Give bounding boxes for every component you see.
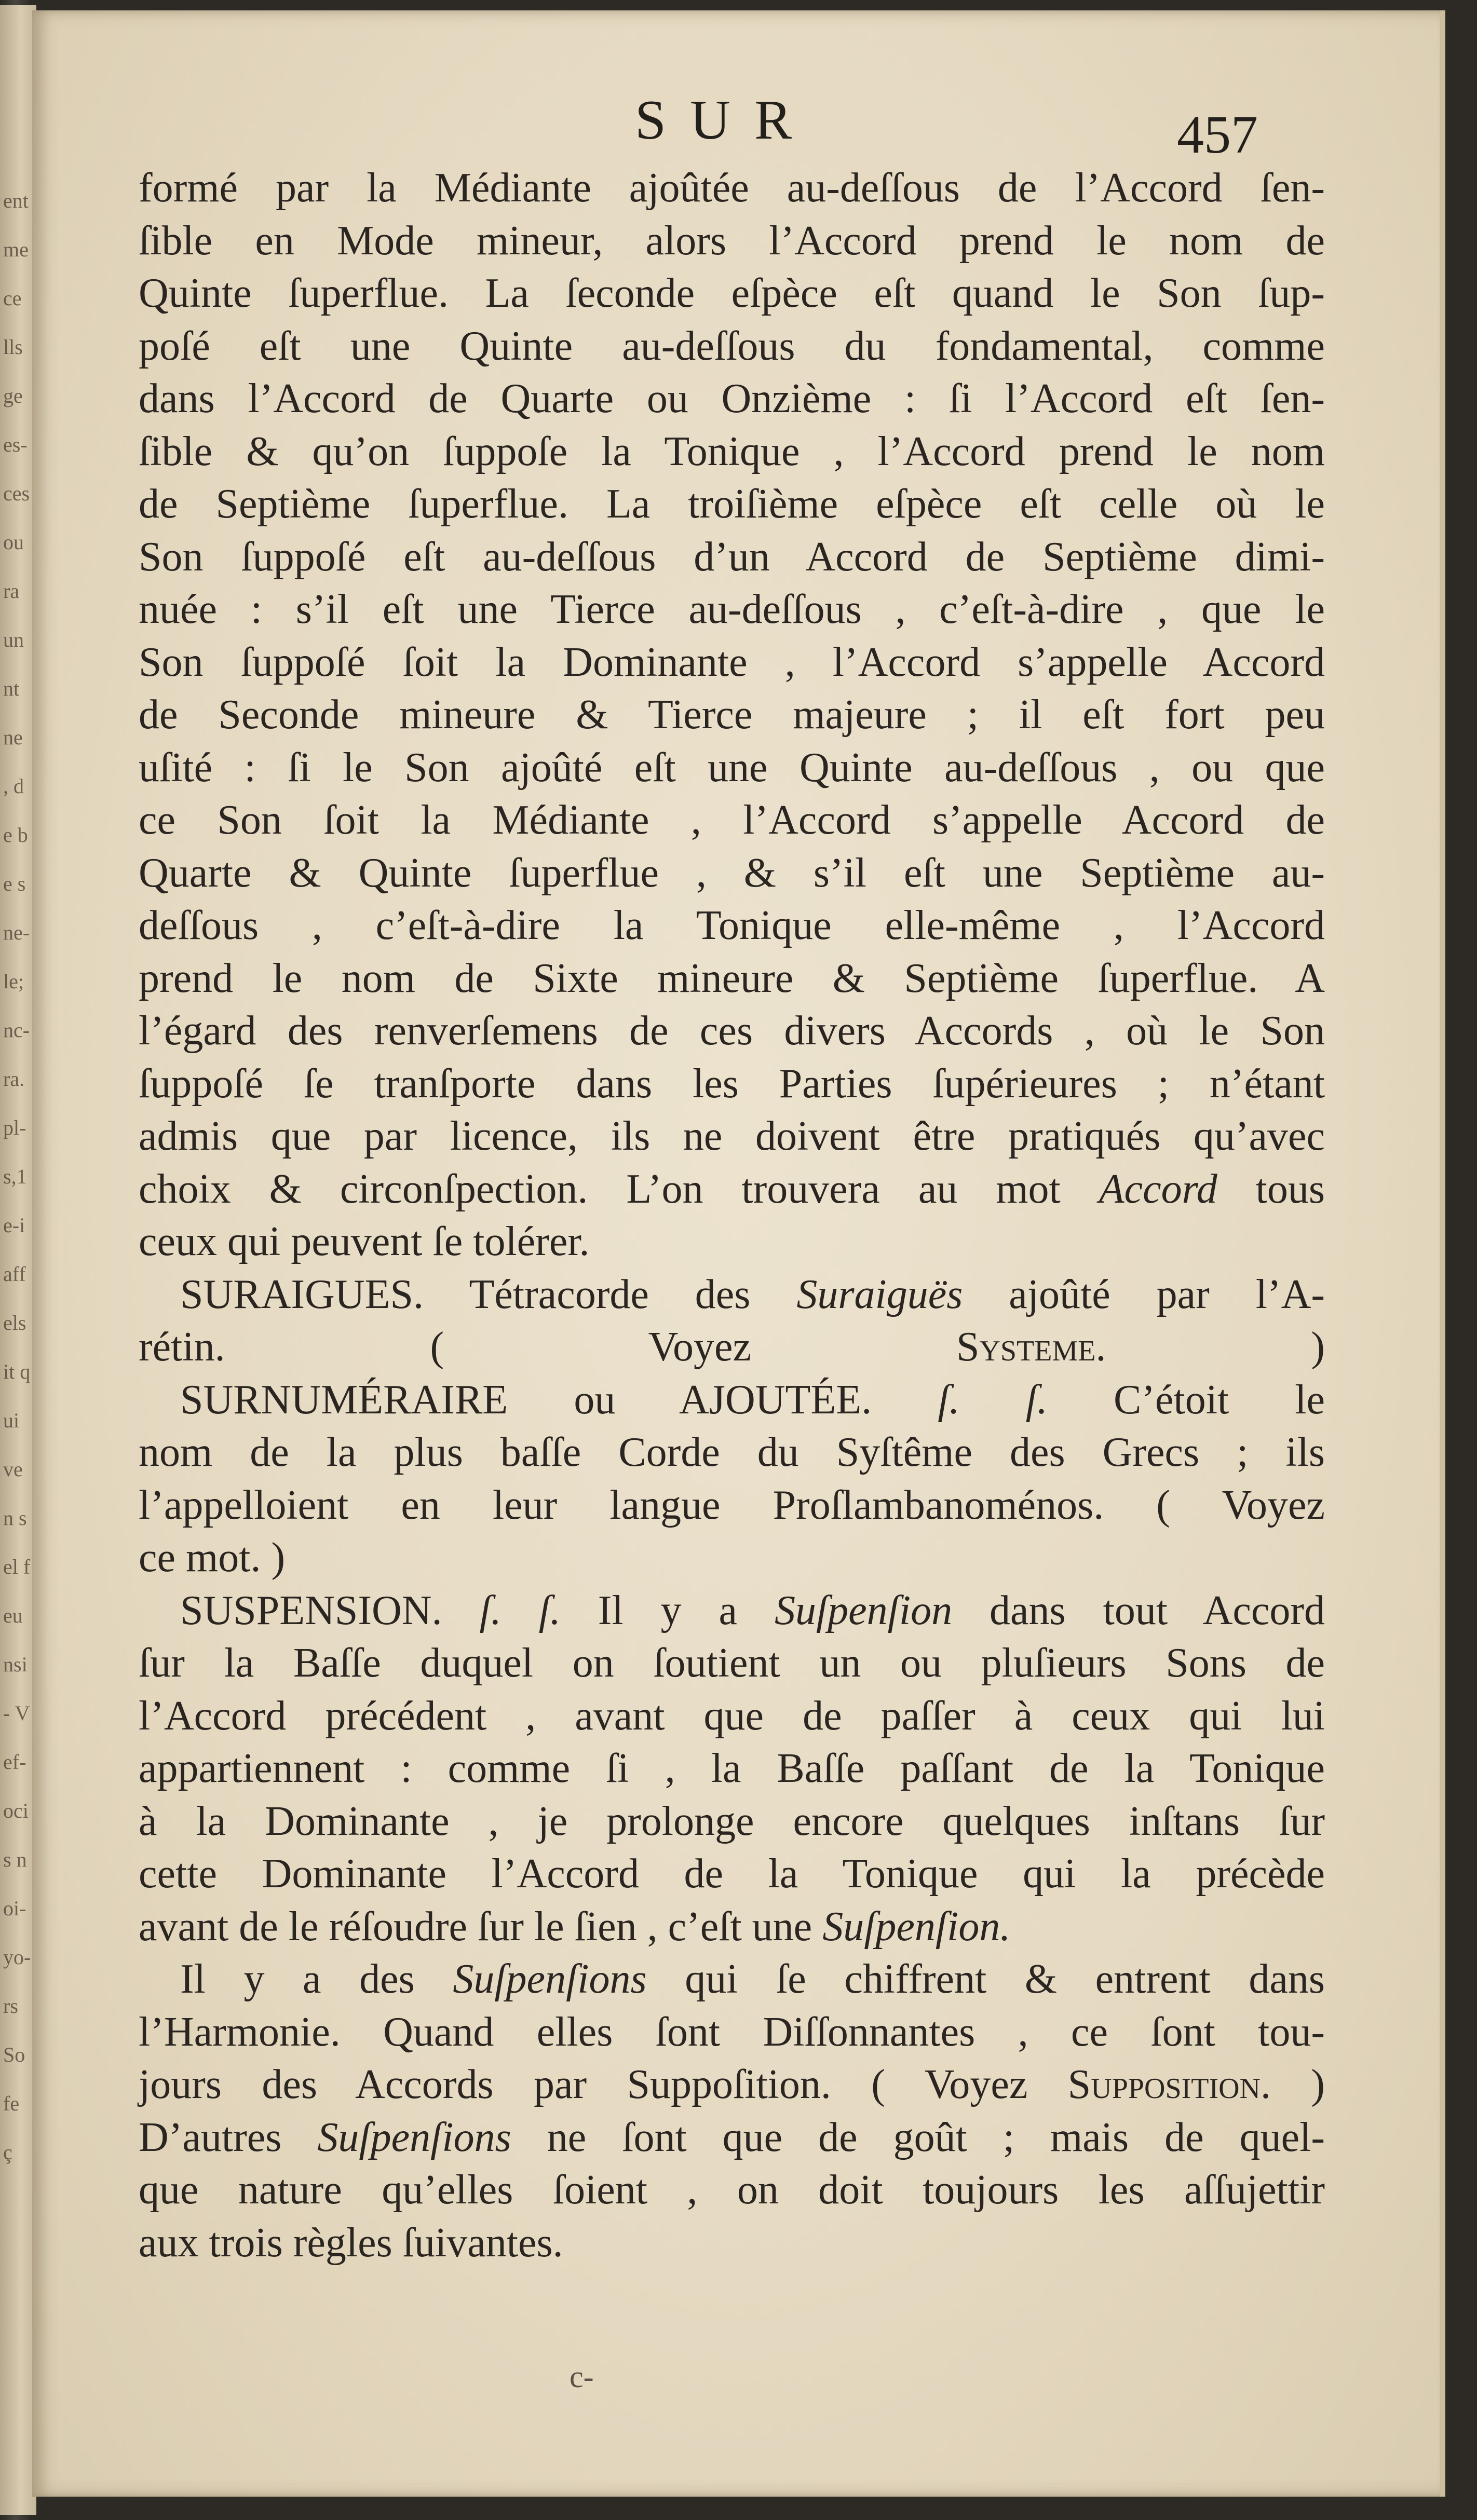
text-line: à la Dominante , je prolonge encore quelques inſtans ſur: [139, 1798, 1325, 1844]
text-line: nom de la plus baſſe Corde du Syſtême des Grecs ; ils: [139, 1429, 1325, 1475]
text-line: Son ſuppoſé ſoit la Dominante , l’Accord s’appelle Accord: [139, 639, 1325, 685]
cross-reference: Systeme.: [956, 1324, 1106, 1370]
text-line: ce mot. ): [139, 1535, 286, 1581]
cross-reference: Supposition.: [1067, 2062, 1271, 2107]
text-line: que nature qu’elles ſoient , on doit toujours les aſſujettir: [139, 2167, 1325, 2213]
entry-head: SUSPENSION.: [180, 1587, 442, 1633]
text-line: de Seconde mineure & Tierce majeure ; il eſt fort peu: [139, 692, 1325, 738]
text-line: SURNUMÉRAIRE ou AJOUTÉE. ſ. ſ. C’étoit le: [180, 1377, 1325, 1423]
page-header: [32, 88, 1445, 165]
text-line: SURAIGUES. Tétracorde des Suraiguës ajoûté par l’A-: [180, 1271, 1325, 1317]
text-line: jours des Accords par Suppoſition. ( Voyez Supposition. ): [139, 2062, 1325, 2107]
entry-suraigues: [139, 1269, 1325, 1374]
text-line: l’appelloient en leur langue Proſlambanoménos. ( Voyez: [139, 1482, 1325, 1528]
paragraph-suspensions: [139, 1953, 1325, 2269]
text-line: prend le nom de Sixte mineure & Septième ſuperflue. A: [139, 955, 1325, 1001]
text-line: choix & circonſpection. L’on trouvera au mot Accord tous: [139, 1166, 1325, 1212]
running-head: SUR: [634, 89, 816, 151]
text-line: Quarte & Quinte ſuperflue , & s’il eſt une Septième au-: [139, 850, 1325, 896]
accord-word: Accord: [1099, 1166, 1217, 1212]
text-line: avant de le réſoudre ſur le ſien , c’eſt une Suſpenſion.: [139, 1903, 1011, 1950]
text-line: l’Accord précédent , avant que de paſſer à ceux qui lui: [139, 1693, 1325, 1739]
entry-head: SURNUMÉRAIRE: [180, 1377, 508, 1423]
text-line: cette Dominante l’Accord de la Tonique qui la précède: [139, 1851, 1325, 1897]
entry-head: SURAIGUES.: [180, 1271, 424, 1317]
text-line: formé par la Médiante ajoûtée au-deſſous de l’Accord ſen-: [139, 165, 1325, 211]
text-line: ſuppoſé ſe tranſporte dans les Parties ſupérieures ; n’étant: [139, 1060, 1325, 1107]
text-line: l’égard des renverſemens de ces divers Accords , où le Son: [139, 1008, 1325, 1054]
text-line: admis que par licence, ils ne doivent être pratiqués qu’avec: [139, 1113, 1325, 1159]
text-line: deſſous , c’eſt-à-dire la Tonique elle-même , l’Accord: [139, 903, 1325, 948]
text-line: D’autres Suſpenſions ne ſont que de goût ; mais de quel-: [139, 2114, 1325, 2160]
text-line: ſible & qu’on ſuppoſe la Tonique , l’Accord prend le nom: [139, 428, 1325, 474]
text-line: dans l’Accord de Quarte ou Onzième : ſi l’Accord eſt ſen-: [139, 376, 1325, 421]
text-line: appartiennent : comme ſi , la Baſſe paſſant de la Tonique: [139, 1746, 1325, 1791]
text-line: nuée : s’il eſt une Tierce au-deſſous , c’eſt-à-dire , que le: [139, 587, 1325, 632]
text-line: ce Son ſoit la Médiante , l’Accord s’appelle Accord de: [139, 797, 1325, 843]
text-line: l’Harmonie. Quand elles ſont Diſſonnantes , ce ſont tou-: [139, 2009, 1325, 2055]
entry-surnumeraire: [139, 1374, 1325, 1585]
text-line: uſité : ſi le Son ajoûté eſt une Quinte au-deſſous , ou que: [139, 744, 1325, 791]
catchword: c-: [570, 2360, 594, 2394]
text-line: ſible en Mode mineur, alors l’Accord prend le nom de: [139, 217, 1325, 264]
text-line: Quinte ſuperflue. La ſeconde eſpèce eſt quand le Son ſup-: [139, 270, 1325, 316]
text-line: Son ſuppoſé eſt au-deſſous d’un Accord de Septième dimi-: [139, 534, 1325, 580]
book-page: [32, 10, 1445, 2497]
text-line: rétin. ( Voyez Systeme. ): [139, 1324, 1325, 1370]
left-page-fragments: ent me ce lls ge es- ces ou ra un nt ne , de be s ne- le; nc- ra. pl- s,1 e-i aff els it qui ven s el feu nsi- Vef- ocis noi- yo- rs So fe ç: [3, 189, 31, 2164]
entry-suspension: [139, 1585, 1325, 1954]
text-line: ſur la Baſſe duquel on ſoutient un ou pluſieurs Sons de: [139, 1640, 1325, 1686]
text-line: de Septième ſuperflue. La troiſième eſpèce eſt celle où le: [139, 481, 1325, 527]
text-line: poſé eſt une Quinte au-deſſous du fondamental, comme: [139, 323, 1325, 369]
text-line: Il y a des Suſpenſions qui ſe chiffrent & entrent dans: [180, 1956, 1325, 2002]
text-line: aux trois règles ſuivantes.: [139, 2219, 563, 2266]
page-edge: [1440, 10, 1445, 2497]
body-text: [139, 162, 1325, 2269]
text-line: ceux qui peuvent ſe tolérer.: [139, 1219, 590, 1264]
entry-continuation: [139, 162, 1325, 1269]
left-page-edge: [0, 5, 36, 2515]
page-number: 457: [1177, 105, 1258, 165]
text-line: SUSPENSION. ſ. ſ. Il y a Suſpenſion dans tout Accord: [180, 1587, 1325, 1633]
